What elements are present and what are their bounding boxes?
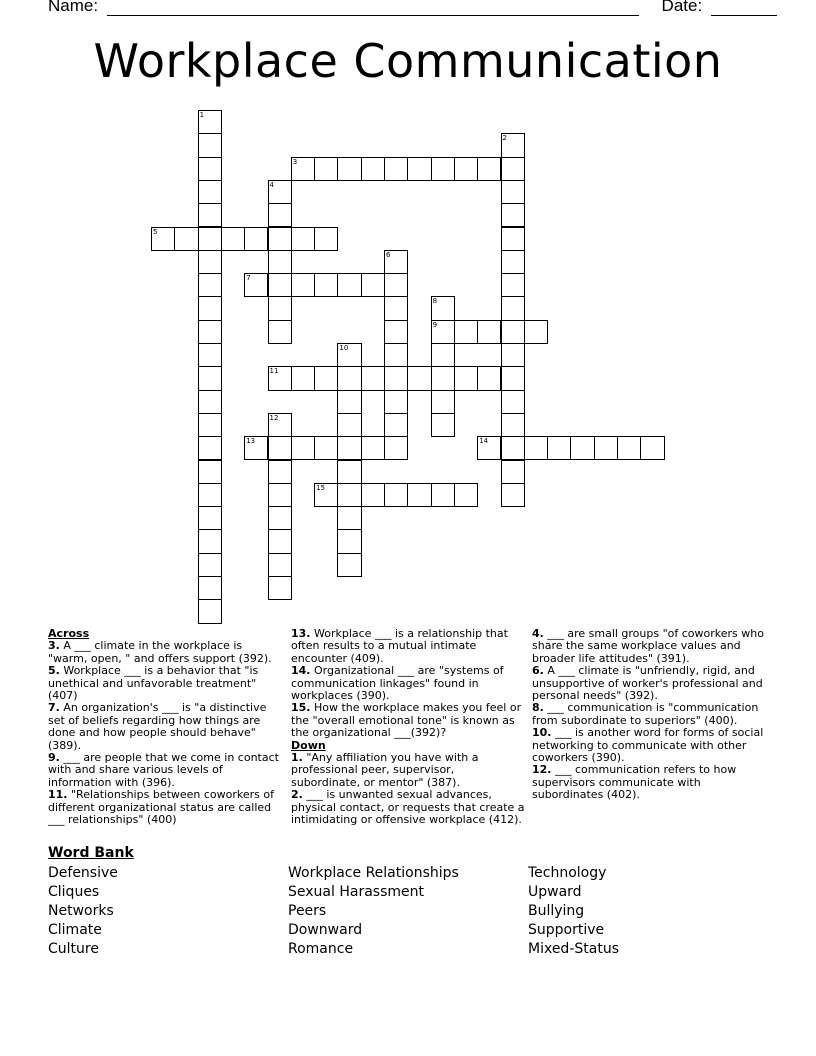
- cell-number: 13: [246, 437, 256, 446]
- clue-number: 3.: [48, 639, 60, 653]
- clue-number: 5.: [48, 664, 60, 678]
- clue-down-4[interactable]: [532, 628, 768, 665]
- cell-number: 10: [339, 344, 349, 352]
- grid-cell[interactable]: [198, 599, 222, 623]
- grid-cell[interactable]: [384, 320, 408, 344]
- grid-cell[interactable]: [501, 436, 525, 460]
- grid-cell[interactable]: [198, 506, 222, 530]
- grid-cell[interactable]: [337, 483, 361, 507]
- clues-col2: [291, 628, 525, 827]
- grid-cell[interactable]: [198, 343, 222, 367]
- grid-cell[interactable]: [361, 483, 385, 507]
- grid-cell[interactable]: [431, 483, 455, 507]
- clue-text: Organizational ___ are "systems of communication linkages" found in workplaces (390).: [291, 664, 504, 703]
- word-bank-item: Climate: [48, 922, 102, 938]
- grid-cell[interactable]: [268, 366, 292, 390]
- grid-cell[interactable]: [501, 366, 525, 390]
- grid-cell[interactable]: [431, 413, 455, 437]
- clue-across-5[interactable]: [48, 665, 280, 702]
- grid-cell[interactable]: [501, 180, 525, 204]
- grid-cell[interactable]: [501, 343, 525, 367]
- clue-across-14[interactable]: [291, 665, 525, 702]
- clue-number: 14.: [291, 664, 311, 678]
- grid-cell[interactable]: [337, 529, 361, 553]
- clue-number: 13.: [291, 627, 311, 640]
- clue-down-1[interactable]: [291, 752, 525, 789]
- grid-cell[interactable]: [617, 436, 641, 460]
- word-bank-item: Downward: [288, 922, 363, 938]
- grid-cell[interactable]: [198, 413, 222, 437]
- grid-cell[interactable]: [268, 460, 292, 484]
- grid-cell[interactable]: [384, 157, 408, 181]
- grid-cell[interactable]: [314, 273, 338, 297]
- clue-number: 15.: [291, 701, 311, 715]
- grid-cell[interactable]: [151, 227, 175, 251]
- grid-cell[interactable]: [198, 460, 222, 484]
- grid-cell[interactable]: [454, 483, 478, 507]
- grid-cell[interactable]: [477, 366, 501, 390]
- grid-cell[interactable]: [314, 366, 338, 390]
- grid-cell[interactable]: [501, 483, 525, 507]
- grid-cell[interactable]: [198, 133, 222, 157]
- word-bank-col2: [288, 864, 459, 959]
- word-bank-item: Mixed-Status: [528, 941, 619, 957]
- grid-cell[interactable]: [268, 250, 292, 274]
- grid-cell[interactable]: [337, 273, 361, 297]
- grid-cell[interactable]: [384, 390, 408, 414]
- clue-down-8[interactable]: [532, 702, 768, 727]
- grid-cell[interactable]: [431, 296, 455, 320]
- grid-cell[interactable]: [384, 296, 408, 320]
- cell-number: 3: [292, 157, 298, 166]
- grid-cell[interactable]: [268, 296, 292, 320]
- cell-number: 15: [316, 483, 326, 492]
- grid-cell[interactable]: [501, 296, 525, 320]
- grid-cell[interactable]: [337, 157, 361, 181]
- grid-cell[interactable]: [198, 203, 222, 227]
- clue-number: 11.: [48, 788, 68, 802]
- clue-text: How the workplace makes you feel or the "overall emotional tone" is known as the organizational ___(392)?: [291, 701, 522, 740]
- word-bank-item: Bullying: [528, 903, 585, 919]
- cell-number: 1: [199, 111, 205, 119]
- grid-cell[interactable]: [640, 436, 664, 460]
- clue-text: A ___ climate is "unfriendly, rigid, and unsupportive of worker's professional and personal needs" (392).: [532, 664, 763, 703]
- grid-cell[interactable]: [501, 273, 525, 297]
- clue-text: ___ is unwanted sexual advances, physical contact, or requests that create a intimidating or offensive workplace (412).: [291, 788, 525, 827]
- across-clues-col1: [48, 628, 280, 827]
- word-bank-item: Workplace Relationships: [288, 865, 459, 881]
- clue-number: 8.: [532, 701, 544, 715]
- down-clues-col3: [532, 628, 768, 802]
- grid-cell[interactable]: [314, 157, 338, 181]
- grid-cell[interactable]: [337, 506, 361, 530]
- grid-cell[interactable]: [291, 157, 315, 181]
- cell-number: 2: [502, 134, 507, 143]
- grid-cell[interactable]: [314, 436, 338, 460]
- grid-cell[interactable]: [291, 227, 315, 251]
- clue-text: "Any affiliation you have with a professional peer, supervisor, subordinate, or mentor" (387).: [291, 751, 479, 789]
- word-bank-item: Peers: [288, 903, 327, 919]
- clue-across-9[interactable]: [48, 752, 280, 789]
- word-bank-item: Sexual Harassment: [288, 884, 424, 900]
- clue-down-2[interactable]: [291, 789, 525, 826]
- clue-text: ___ communication is "communication from subordinate to superiors" (400).: [532, 701, 759, 727]
- grid-cell[interactable]: [198, 227, 222, 251]
- clue-text: ___ are people that we come in contact with and share various levels of information with (396).: [48, 751, 279, 789]
- grid-cell[interactable]: [198, 529, 222, 553]
- grid-cell[interactable]: [291, 273, 315, 297]
- clue-number: 9.: [48, 751, 60, 765]
- grid-cell[interactable]: [431, 157, 455, 181]
- grid-cell[interactable]: [198, 273, 222, 297]
- grid-cell[interactable]: [384, 273, 408, 297]
- word-bank-col1: [48, 864, 118, 959]
- grid-cell[interactable]: [244, 273, 268, 297]
- grid-cell[interactable]: [268, 436, 292, 460]
- grid-cell[interactable]: [337, 553, 361, 577]
- cell-number: 6: [386, 250, 391, 259]
- grid-cell[interactable]: [198, 180, 222, 204]
- grid-cell[interactable]: [314, 227, 338, 251]
- clue-across-11[interactable]: [48, 789, 280, 826]
- grid-cell[interactable]: [268, 320, 292, 344]
- cell-number: 9: [432, 320, 438, 329]
- grid-cell[interactable]: [361, 436, 385, 460]
- cell-number: 12: [269, 413, 279, 422]
- grid-cell[interactable]: [337, 390, 361, 414]
- grid-cell[interactable]: [407, 157, 431, 181]
- grid-cell[interactable]: [570, 436, 594, 460]
- grid-cell[interactable]: [431, 320, 455, 344]
- clue-text: ___ are small groups "of coworkers who share the same workplace values and broader life attitudes" (391).: [532, 627, 764, 665]
- clue-text: ___ communication refers to how supervisors communicate with subordinates (402).: [532, 763, 737, 802]
- clue-text: Workplace ___ is a behavior that "is unethical and unfavorable treatment" (407): [48, 664, 259, 703]
- grid-cell[interactable]: [524, 436, 548, 460]
- grid-cell[interactable]: [337, 460, 361, 484]
- grid-cell[interactable]: [361, 366, 385, 390]
- grid-cell[interactable]: [594, 436, 618, 460]
- grid-cell[interactable]: [384, 343, 408, 367]
- grid-cell[interactable]: [314, 483, 338, 507]
- word-bank-heading: Word Bank: [48, 845, 134, 861]
- clue-across-13[interactable]: [291, 628, 525, 665]
- grid-cell[interactable]: [337, 413, 361, 437]
- grid-cell[interactable]: [477, 157, 501, 181]
- across-heading: Across: [48, 627, 90, 640]
- clue-text: An organization's ___ is "a distinctive set of beliefs regarding how things are done and how people should behave" (389).: [48, 701, 267, 752]
- page-title: Workplace Communication: [93, 34, 723, 88]
- grid-cell[interactable]: [477, 436, 501, 460]
- grid-cell[interactable]: [198, 110, 222, 134]
- grid-cell[interactable]: [198, 553, 222, 577]
- grid-cell[interactable]: [361, 157, 385, 181]
- clue-across-3[interactable]: [48, 640, 280, 665]
- grid-cell[interactable]: [268, 483, 292, 507]
- grid-cell[interactable]: [198, 390, 222, 414]
- grid-cell[interactable]: [198, 320, 222, 344]
- grid-cell[interactable]: [268, 227, 292, 251]
- word-bank-item: Technology: [528, 865, 607, 881]
- grid-cell[interactable]: [431, 366, 455, 390]
- clue-text: ___ is another word for forms of social networking to communicate with other coworkers (390).: [532, 726, 764, 765]
- clue-number: 1.: [291, 751, 303, 765]
- grid-cell[interactable]: [547, 436, 571, 460]
- cell-number: 11: [269, 367, 279, 376]
- clue-down-6[interactable]: [532, 665, 768, 702]
- grid-cell[interactable]: [384, 250, 408, 274]
- grid-cell[interactable]: [268, 180, 292, 204]
- clue-number: 6.: [532, 664, 544, 678]
- grid-cell[interactable]: [291, 366, 315, 390]
- word-bank-item: Romance: [288, 941, 354, 957]
- cell-number: 14: [479, 437, 489, 446]
- clue-across-7[interactable]: [48, 702, 280, 752]
- clue-number: 7.: [48, 701, 60, 715]
- clue-number: 4.: [532, 627, 544, 640]
- date-label: Date:: [661, 0, 703, 15]
- grid-cell[interactable]: [501, 460, 525, 484]
- clue-text: A ___ climate in the workplace is "warm, open, " and offers support (392).: [48, 639, 272, 665]
- grid-cell[interactable]: [501, 133, 525, 157]
- grid-cell[interactable]: [454, 320, 478, 344]
- grid-cell[interactable]: [198, 576, 222, 600]
- clue-number: 2.: [291, 788, 303, 802]
- name-label: Name:: [48, 0, 99, 15]
- grid-cell[interactable]: [337, 436, 361, 460]
- clue-across-15[interactable]: [291, 702, 525, 739]
- grid-cell[interactable]: [244, 227, 268, 251]
- word-bank-col3: [528, 864, 619, 959]
- grid-cell[interactable]: [431, 343, 455, 367]
- grid-cell[interactable]: [268, 203, 292, 227]
- grid-cell[interactable]: [384, 483, 408, 507]
- word-bank-item: Defensive: [48, 865, 118, 881]
- grid-cell[interactable]: [221, 227, 245, 251]
- clue-text: Workplace ___ is a relationship that often results to a mutual intimate encounter (409).: [291, 627, 508, 665]
- word-bank-item: Upward: [528, 884, 582, 900]
- grid-cell[interactable]: [501, 320, 525, 344]
- clue-down-12[interactable]: [532, 764, 768, 801]
- grid-cell[interactable]: [268, 529, 292, 553]
- word-bank-item: Culture: [48, 941, 99, 957]
- clue-down-10[interactable]: [532, 727, 768, 764]
- grid-cell[interactable]: [268, 413, 292, 437]
- down-heading: Down: [291, 738, 326, 752]
- grid-cell[interactable]: [501, 250, 525, 274]
- grid-cell[interactable]: [198, 483, 222, 507]
- grid-cell[interactable]: [454, 157, 478, 181]
- cell-number: 4: [269, 180, 274, 189]
- grid-cell[interactable]: [501, 390, 525, 414]
- cell-number: 7: [246, 274, 251, 283]
- word-bank-item: Cliques: [48, 884, 100, 900]
- cell-number: 5: [153, 227, 158, 236]
- grid-cell[interactable]: [198, 250, 222, 274]
- grid-cell[interactable]: [501, 227, 525, 251]
- grid-cell[interactable]: [501, 203, 525, 227]
- grid-cell[interactable]: [337, 366, 361, 390]
- grid-cell[interactable]: [407, 483, 431, 507]
- cell-number: 8: [432, 297, 438, 306]
- grid-cell[interactable]: [431, 390, 455, 414]
- grid-cell[interactable]: [337, 343, 361, 367]
- grid-cell[interactable]: [198, 157, 222, 181]
- grid-cell[interactable]: [384, 366, 408, 390]
- grid-cell[interactable]: [361, 273, 385, 297]
- grid-cell[interactable]: [384, 436, 408, 460]
- clue-text: "Relationships between coworkers of different organizational status are called ___ relationships" (400): [48, 788, 275, 827]
- grid-cell[interactable]: [501, 413, 525, 437]
- word-bank-item: Supportive: [528, 922, 605, 938]
- grid-cell[interactable]: [477, 320, 501, 344]
- clue-number: 10.: [532, 726, 552, 740]
- grid-cell[interactable]: [407, 366, 431, 390]
- grid-cell[interactable]: [198, 366, 222, 390]
- word-bank-item: Networks: [48, 903, 114, 919]
- grid-cell[interactable]: [454, 366, 478, 390]
- grid-cell[interactable]: [501, 157, 525, 181]
- clue-number: 12.: [532, 763, 552, 777]
- grid-cell[interactable]: [198, 436, 222, 460]
- grid-cell[interactable]: [384, 413, 408, 437]
- grid-cell[interactable]: [174, 227, 198, 251]
- grid-cell[interactable]: [268, 553, 292, 577]
- grid-cell[interactable]: [268, 506, 292, 530]
- grid-cell[interactable]: [268, 273, 292, 297]
- grid-cell[interactable]: [198, 296, 222, 320]
- grid-cell[interactable]: [244, 436, 268, 460]
- grid-cell[interactable]: [291, 436, 315, 460]
- grid-cell[interactable]: [524, 320, 548, 344]
- grid-cell[interactable]: [268, 576, 292, 600]
